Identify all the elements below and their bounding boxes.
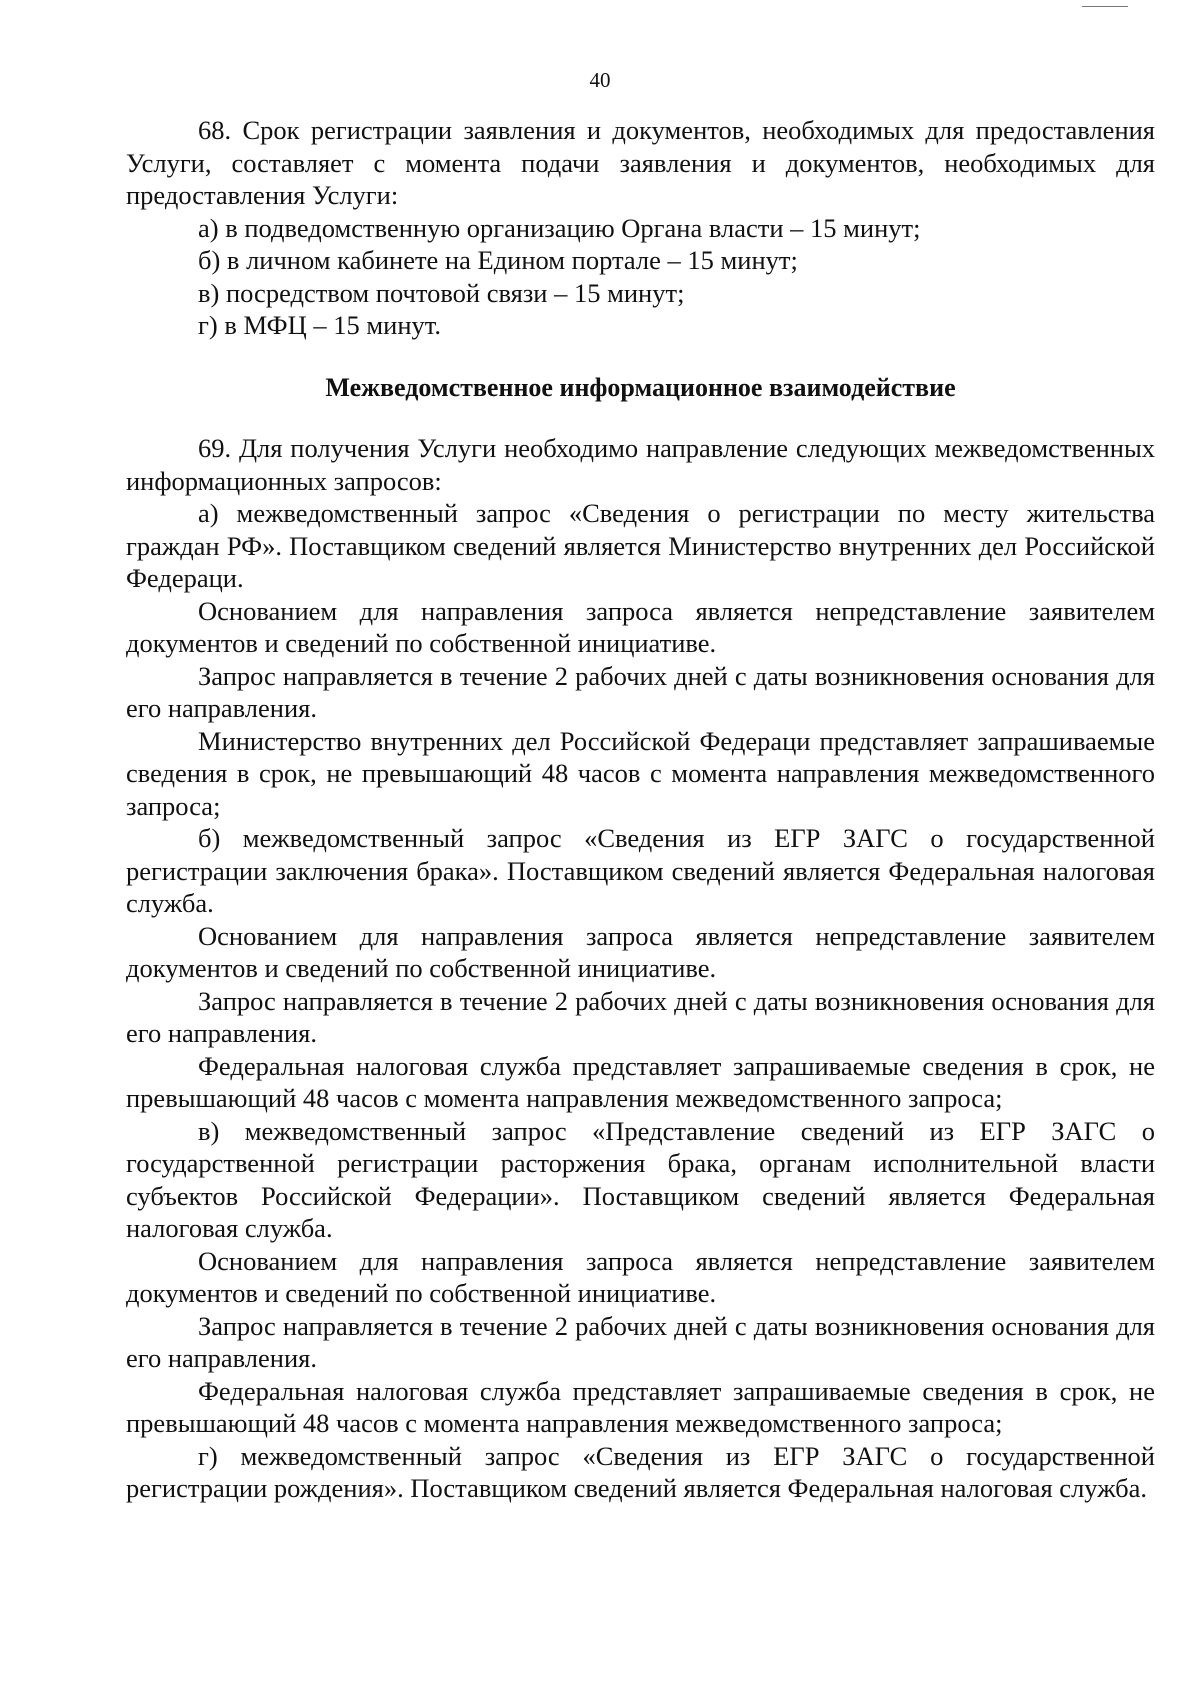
paragraph-request-b: б) межведомственный запрос «Сведения из ЕГР ЗАГС о государственной регистрации заключения брака». Поставщиком сведений является Федеральная налоговая служба.	[126, 823, 1155, 918]
paragraph-response: Федеральная налоговая служба представляет запрашиваемые сведения в срок, не превышающий 48 часов с момента направления межведомственного запроса;	[126, 1050, 1155, 1113]
paragraph-basis: Основанием для направления запроса является непредставление заявителем документов и сведений по собственной инициативе.	[126, 595, 1155, 658]
paragraph-timing: Запрос направляется в течение 2 рабочих дней с даты возникновения основания для его направления.	[126, 985, 1155, 1048]
paragraph-response: Федеральная налоговая служба представляет запрашиваемые сведения в срок, не превышающий 48 часов с момента направления межведомственного запроса;	[126, 1375, 1155, 1438]
page-number: 40	[589, 68, 611, 92]
paragraph-timing: Запрос направляется в течение 2 рабочих дней с даты возникновения основания для его направления.	[126, 660, 1155, 723]
section-68-intro: 68. Срок регистрации заявления и документов, необходимых для предоставления Услуги, составляет с момента подачи заявления и документов, необходимых для предоставления Услуги:	[126, 115, 1155, 210]
scan-edge-mark	[1082, 6, 1128, 7]
paragraph-request-c: в) межведомственный запрос «Представление сведений из ЕГР ЗАГС о государственной регистрации расторжения брака, органам исполнительной власти субъектов Российской Федерации». Поставщиком сведений является Федеральная налоговая служба.	[126, 1115, 1155, 1243]
section-68-item-d: г) в МФЦ – 15 минут.	[198, 310, 441, 340]
paragraph-request-d: г) межведомственный запрос «Сведения из ЕГР ЗАГС о государственной регистрации рождения». Поставщиком сведений является Федеральная налоговая служба.	[126, 1440, 1155, 1503]
section-68-item-c: в) посредством почтовой связи – 15 минут;	[198, 277, 685, 308]
paragraph-request-a: а) межведомственный запрос «Сведения о регистрации по месту жительства граждан РФ». Поставщиком сведений является Министерство внутренних дел Российской Федераци.	[126, 498, 1155, 593]
section-heading: Межведомственное информационное взаимодействие	[325, 372, 956, 402]
paragraph-basis: Основанием для направления запроса является непредставление заявителем документов и сведений по собственной инициативе.	[126, 920, 1155, 983]
paragraph-basis: Основанием для направления запроса является непредставление заявителем документов и сведений по собственной инициативе.	[126, 1245, 1155, 1308]
section-68-item-a: а) в подведомственную организацию Органа власти – 15 минут;	[198, 212, 921, 243]
paragraph-timing: Запрос направляется в течение 2 рабочих дней с даты возникновения основания для его направления.	[126, 1310, 1155, 1373]
document-body	[126, 114, 1155, 1505]
section-69-intro: 69. Для получения Услуги необходимо направление следующих межведомственных информационных запросов:	[126, 433, 1155, 496]
section-68-item-b: б) в личном кабинете на Едином портале – 15 минут;	[198, 245, 798, 275]
paragraph-response: Министерство внутренних дел Российской Федераци представляет запрашиваемые сведения в срок, не превышающий 48 часов с момента направления межведомственного запроса;	[126, 725, 1155, 821]
